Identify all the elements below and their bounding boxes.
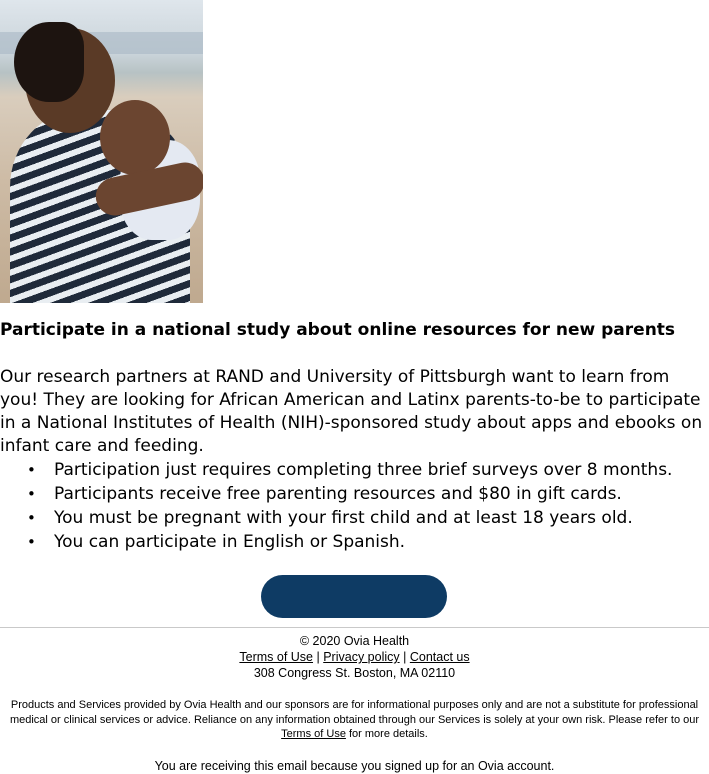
bullet-icon: • — [27, 461, 36, 479]
disclaimer-text: Products and Services provided by Ovia Health and our sponsors are for informational purposes only and are not a substitute for professional medical or clinical services or advice. Reliance on any information obtained through our Services is solely at your own risk. Please refer to our — [9, 699, 700, 726]
disclaimer-text-end: for more details. — [345, 728, 428, 740]
terms-of-use-link[interactable]: Terms of Use — [239, 650, 314, 664]
bullet-list — [0, 458, 709, 554]
link-separator: | — [399, 650, 410, 664]
receiving-notice: You are receiving this email because you signed up for an Ovia account. — [154, 758, 555, 773]
list-item — [0, 506, 709, 530]
list-item — [0, 458, 709, 482]
list-item-text: You must be pregnant with your first child and at least 18 years old. — [54, 508, 633, 528]
disclaimer — [0, 698, 709, 742]
link-separator: | — [313, 650, 324, 664]
bullet-icon: • — [27, 485, 36, 503]
footer-divider — [0, 627, 709, 628]
bullet-icon: • — [27, 533, 36, 551]
list-item-text: Participation just requires completing three brief surveys over 8 months. — [54, 460, 673, 480]
footer — [0, 633, 709, 774]
list-item — [0, 530, 709, 554]
headline: Participate in a national study about online resources for new parents — [0, 320, 676, 340]
bullet-icon: • — [27, 509, 36, 527]
list-item-text: Participants receive free parenting resources and $80 in gift cards. — [54, 484, 622, 504]
intro-paragraph: Our research partners at RAND and University of Pittsburgh want to learn from you! They are looking for African American and Latinx parents-to-be to participate in a National Institutes of Health (NIH)-sponsored study about apps and ebooks on infant care and feeding. — [0, 367, 703, 456]
list-item-text: You can participate in English or Spanish. — [54, 532, 406, 552]
disclaimer-terms-link[interactable]: Terms of Use — [281, 728, 346, 740]
address: 308 Congress St. Boston, MA 02110 — [253, 666, 456, 680]
contact-us-link[interactable]: Contact us — [409, 650, 470, 664]
footer-links — [0, 649, 709, 665]
baby-head — [100, 100, 170, 175]
mother-hair — [14, 22, 84, 102]
copyright: © 2020 Ovia Health — [299, 634, 410, 648]
privacy-policy-link[interactable]: Privacy policy — [323, 650, 400, 664]
hero-image — [0, 0, 203, 303]
participate-button[interactable] — [261, 575, 447, 618]
list-item — [0, 482, 709, 506]
